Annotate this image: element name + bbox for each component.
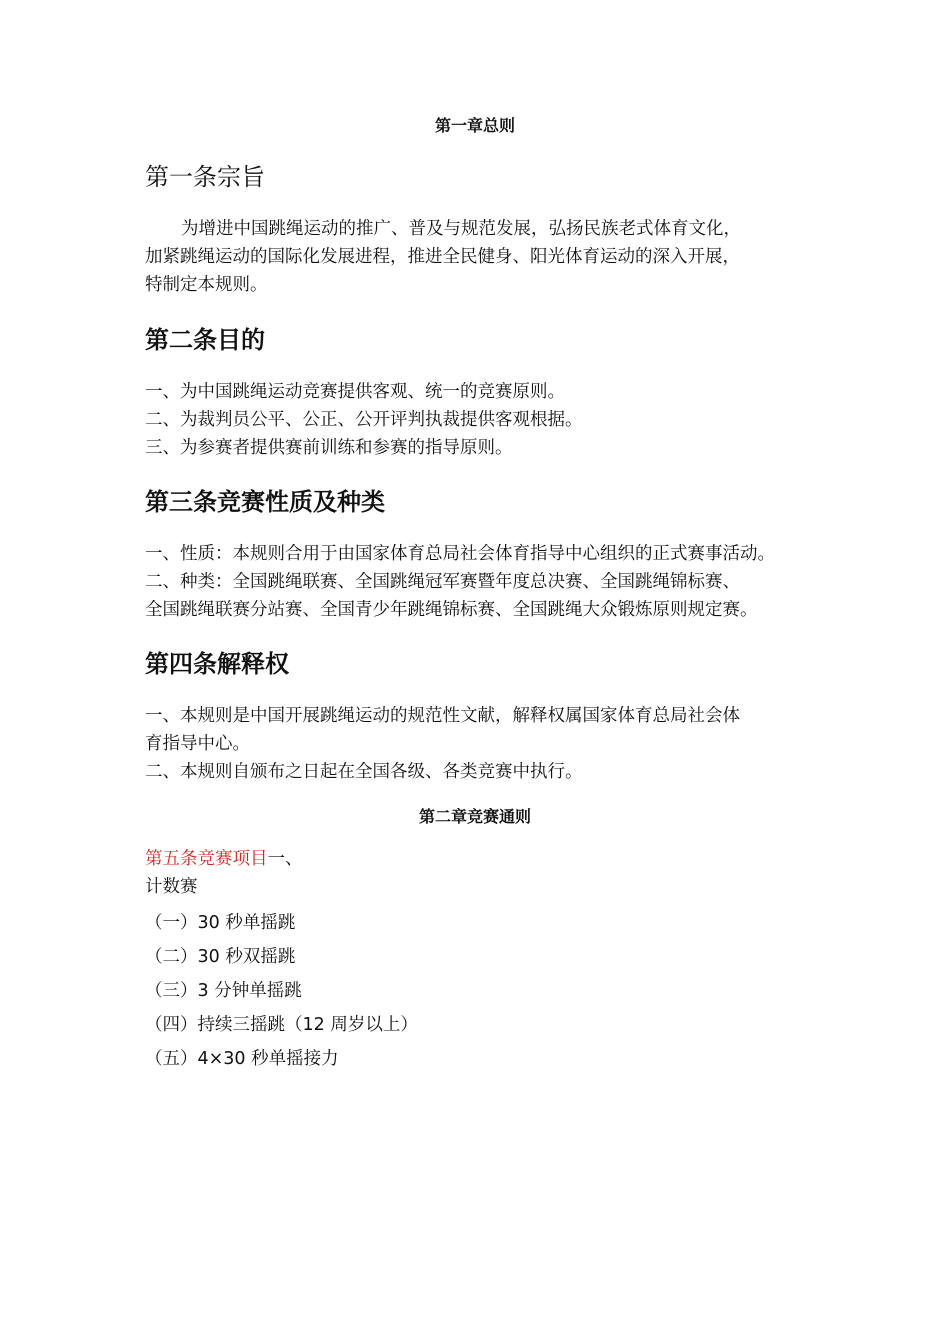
article-5-heading-line — [145, 845, 303, 870]
article-2-heading: 第二条目的 — [145, 326, 265, 354]
chapter-2-title: 第二章竞赛通则 — [418, 807, 531, 826]
article-5-item-3: （三）3 分钟单摇跳 — [145, 981, 302, 1001]
article-2-line-3: 三、为参赛者提供赛前训练和参赛的指导原则。 — [145, 438, 513, 458]
article-4-heading: 第四条解释权 — [145, 650, 289, 678]
article-5-heading-suffix: 一、 — [267, 849, 303, 869]
chapter-1-title: 第一章总则 — [434, 116, 515, 135]
article-5-category: 计数赛 — [145, 877, 198, 897]
article-1-heading: 第一条宗旨 — [145, 163, 265, 191]
article-3-line-2: 二、种类：全国跳绳联赛、全国跳绳冠军赛暨年度总决赛、全国跳绳锦标赛、 — [145, 572, 740, 592]
article-5-item-1: （一）30 秒单摇跳 — [145, 913, 296, 933]
article-5-item-4: （四）持续三摇跳（12 周岁以上） — [145, 1015, 418, 1035]
article-2-line-2: 二、为裁判员公平、公正、公开评判执裁提供客观根据。 — [145, 410, 583, 430]
article-2-line-1: 一、为中国跳绳运动竞赛提供客观、统一的竞赛原则。 — [145, 382, 565, 402]
article-1-line-2: 加紧跳绳运动的国际化发展进程，推进全民健身、阳光体育运动的深入开展， — [145, 247, 740, 267]
article-4-line-1: 一、本规则是中国开展跳绳运动的规范性文献，解释权属国家体育总局社会体 — [145, 706, 740, 726]
article-5-item-2: （二）30 秒双摇跳 — [145, 947, 296, 967]
article-1-line-1: 为增进中国跳绳运动的推广、普及与规范发展，弘扬民族老式体育文化， — [181, 219, 741, 239]
article-3-heading: 第三条竞赛性质及种类 — [145, 488, 385, 516]
article-4-line-2: 育指导中心。 — [145, 734, 250, 754]
article-1-line-3: 特制定本规则。 — [145, 275, 268, 295]
article-5-item-5: （五）4×30 秒单摇接力 — [145, 1049, 339, 1069]
article-5-heading: 第五条竞赛项目 — [145, 849, 268, 869]
article-3-line-3: 全国跳绳联赛分站赛、全国青少年跳绳锦标赛、全国跳绳大众锻炼原则规定赛。 — [145, 600, 758, 620]
article-4-line-3: 二、本规则自颁布之日起在全国各级、各类竞赛中执行。 — [145, 762, 583, 782]
article-3-line-1: 一、性质：本规则合用于由国家体育总局社会体育指导中心组织的正式赛事活动。 — [145, 544, 775, 564]
